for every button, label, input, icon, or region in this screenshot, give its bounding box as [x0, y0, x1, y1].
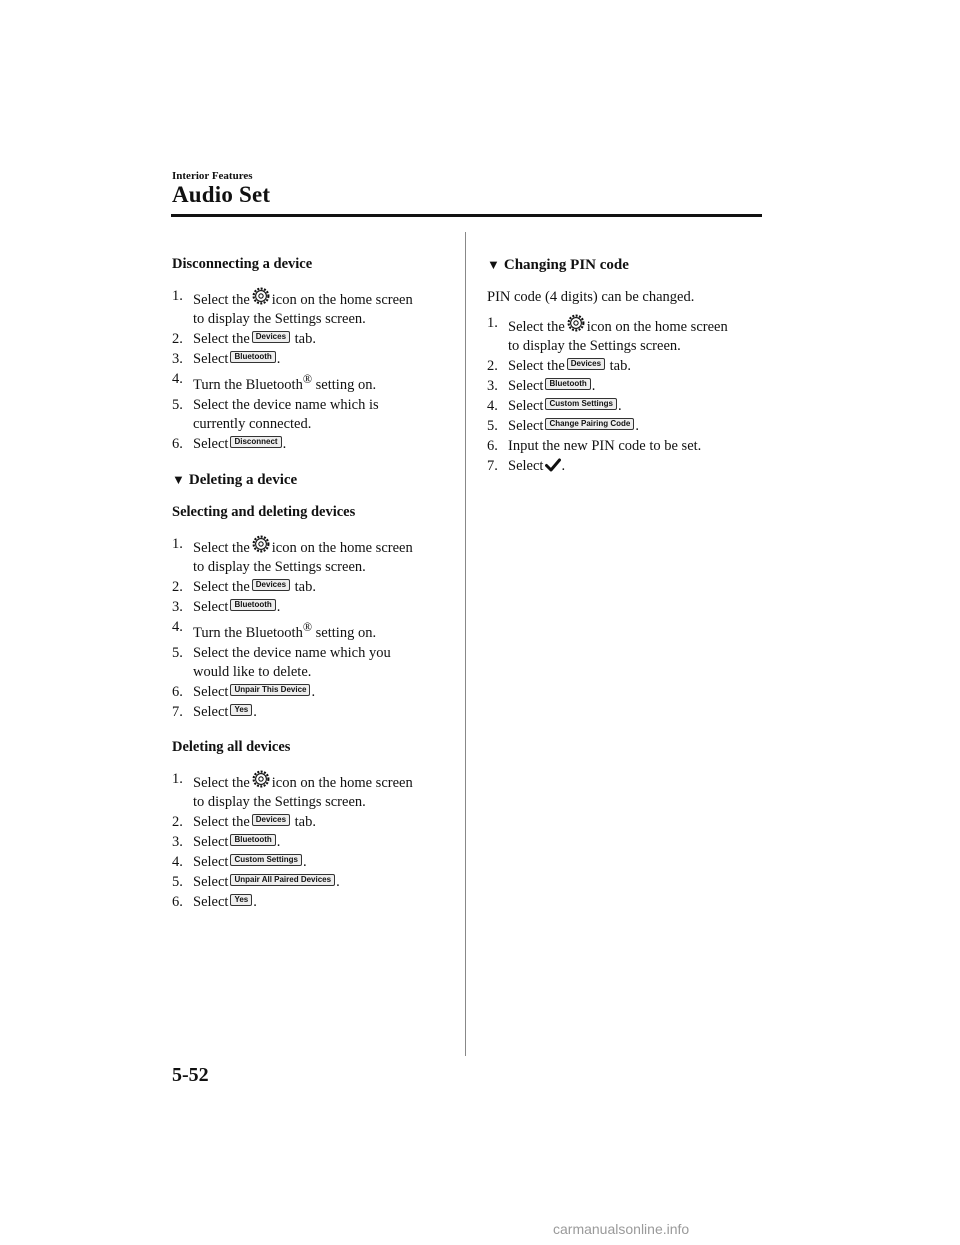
- step-number: 3.: [487, 378, 498, 394]
- step-text: tab.: [294, 813, 316, 830]
- devices-button: Devices: [567, 358, 605, 370]
- change-pairing-code-button: Change Pairing Code: [545, 418, 634, 430]
- step-text: .: [561, 458, 566, 474]
- step-text: Select: [193, 435, 229, 452]
- step-number: 2.: [487, 358, 498, 374]
- step-text: Select the: [193, 578, 250, 595]
- gear-icon: [252, 287, 270, 305]
- list-item: [487, 437, 769, 456]
- step-text: Select the: [193, 331, 250, 347]
- title-rule: [171, 214, 762, 217]
- step-number: 6.: [172, 435, 183, 452]
- step-text: Select: [508, 418, 544, 434]
- step-text: tab.: [294, 331, 316, 347]
- step-text: Select the device name which you: [193, 644, 391, 661]
- custom-settings-button: Custom Settings: [230, 854, 302, 866]
- triangle-down-icon: ▼: [487, 257, 500, 272]
- step-text: tab.: [294, 578, 316, 595]
- page-number: 5-52: [172, 1064, 209, 1086]
- list-item: [172, 683, 454, 702]
- step-text: Select: [193, 703, 229, 720]
- step-text: Select: [193, 683, 229, 700]
- disconnecting-steps: [172, 287, 454, 454]
- bluetooth-button: Bluetooth: [230, 599, 275, 611]
- step-number: 3.: [172, 351, 183, 367]
- step-number: 2.: [172, 331, 183, 347]
- step-text: icon on the home screen: [271, 292, 413, 308]
- step-text: to display the Settings screen.: [193, 558, 366, 575]
- step-number: 3.: [172, 833, 183, 850]
- step-text: .: [253, 893, 257, 910]
- disconnect-button: Disconnect: [230, 436, 281, 448]
- step-text: icon on the home screen: [271, 539, 413, 556]
- step-text: Select: [508, 398, 544, 414]
- deleting-device-heading: [172, 470, 454, 490]
- step-number: 4.: [487, 398, 498, 414]
- step-number: 3.: [172, 598, 183, 615]
- list-item: [487, 377, 769, 396]
- step-text: currently connected.: [193, 415, 312, 432]
- step-text: .: [591, 378, 596, 394]
- devices-button: Devices: [252, 331, 290, 343]
- step-text: Turn the Bluetooth: [193, 624, 303, 641]
- step-text: icon on the home screen: [271, 774, 413, 791]
- step-text: .: [635, 418, 639, 434]
- disconnecting-heading: Disconnecting a device: [172, 256, 313, 272]
- list-item: [172, 618, 454, 643]
- bluetooth-button: Bluetooth: [545, 378, 590, 390]
- list-item: [487, 397, 769, 416]
- step-text: Select the device name which is: [193, 396, 379, 413]
- unpair-this-device-button: Unpair This Device: [230, 684, 310, 696]
- triangle-down-icon: ▼: [172, 471, 185, 487]
- step-text: Select: [193, 893, 229, 910]
- step-text: to display the Settings screen.: [193, 793, 366, 810]
- heading-text: Deleting a device: [188, 471, 298, 488]
- step-number: 1.: [172, 770, 183, 787]
- list-item: [172, 833, 454, 852]
- step-text: .: [282, 435, 287, 452]
- step-number: 6.: [172, 683, 183, 700]
- step-text: Select the: [193, 292, 250, 308]
- step-number: 4.: [172, 853, 183, 870]
- list-item: [172, 370, 454, 395]
- heading-text: Changing PIN code: [503, 257, 629, 273]
- step-text: Select the: [193, 774, 250, 791]
- list-item: [172, 893, 454, 912]
- step-text: Select: [193, 873, 229, 890]
- list-item: [172, 813, 454, 832]
- step-number: 6.: [487, 438, 498, 454]
- pin-steps: [487, 314, 769, 476]
- step-text: would like to delete.: [193, 663, 312, 680]
- yes-button: Yes: [230, 704, 252, 716]
- step-text: Input the new PIN code to be set.: [508, 438, 702, 454]
- pin-intro: PIN code (4 digits) can be changed.: [487, 289, 695, 305]
- checkmark-icon: [545, 458, 561, 472]
- step-text: .: [276, 351, 281, 367]
- deleting-all-heading: Deleting all devices: [172, 738, 291, 755]
- step-text: Select: [193, 853, 229, 870]
- step-text: .: [253, 703, 257, 720]
- list-item: [172, 396, 454, 434]
- section-label: Interior Features: [172, 170, 253, 182]
- step-text: Turn the Bluetooth: [193, 376, 303, 393]
- step-number: 1.: [487, 315, 498, 331]
- registered-mark: ®: [302, 619, 313, 634]
- devices-button: Devices: [252, 814, 290, 826]
- page-title: Audio Set: [172, 182, 271, 207]
- step-number: 6.: [172, 893, 183, 910]
- step-text: Select: [193, 833, 229, 850]
- right-column: [487, 255, 769, 492]
- step-text: .: [618, 398, 622, 414]
- step-number: 4.: [172, 371, 183, 387]
- step-text: icon on the home screen: [586, 319, 728, 335]
- list-item: [487, 357, 769, 376]
- list-item: [172, 770, 454, 812]
- step-text: Select: [193, 351, 229, 367]
- step-text: Select the: [508, 319, 565, 335]
- step-number: 4.: [172, 618, 183, 635]
- step-text: .: [276, 833, 281, 850]
- list-item: [172, 853, 454, 872]
- step-number: 5.: [172, 644, 183, 661]
- step-number: 5.: [172, 396, 183, 413]
- step-number: 2.: [172, 813, 183, 830]
- step-text: setting on.: [315, 376, 377, 393]
- step-text: .: [276, 598, 281, 615]
- gear-icon: [567, 314, 585, 332]
- step-text: .: [303, 853, 307, 870]
- step-text: to display the Settings screen.: [193, 311, 366, 327]
- list-item: [487, 314, 769, 356]
- custom-settings-button: Custom Settings: [545, 398, 617, 410]
- step-number: 1.: [172, 288, 183, 304]
- step-text: .: [336, 873, 340, 890]
- column-divider: [465, 232, 466, 1056]
- step-number: 1.: [172, 535, 183, 552]
- step-text: Select the: [193, 813, 250, 830]
- list-item: [172, 578, 454, 597]
- list-item: [172, 644, 454, 682]
- deleting-all-steps: [172, 770, 454, 912]
- step-text: tab.: [609, 358, 631, 374]
- step-text: Select: [193, 598, 229, 615]
- step-text: Select: [508, 378, 544, 394]
- step-number: 7.: [172, 703, 183, 720]
- list-item: [172, 287, 454, 329]
- list-item: [172, 330, 454, 349]
- step-text: to display the Settings screen.: [508, 338, 681, 354]
- list-item: [172, 350, 454, 369]
- gear-icon: [252, 770, 270, 788]
- list-item: [172, 435, 454, 454]
- list-item: [172, 598, 454, 617]
- selecting-deleting-heading: Selecting and deleting devices: [172, 503, 356, 520]
- step-number: 2.: [172, 578, 183, 595]
- step-number: 5.: [172, 873, 183, 890]
- devices-button: Devices: [252, 579, 290, 591]
- unpair-all-button: Unpair All Paired Devices: [230, 874, 335, 886]
- step-text: Select the: [193, 539, 250, 556]
- step-number: 5.: [487, 418, 498, 434]
- step-text: Select the: [508, 358, 565, 374]
- gear-icon: [252, 535, 270, 553]
- changing-pin-heading: [487, 255, 769, 275]
- step-number: 7.: [487, 458, 498, 474]
- list-item: [172, 873, 454, 892]
- list-item: [487, 417, 769, 436]
- left-column: [172, 255, 454, 928]
- bluetooth-button: Bluetooth: [230, 834, 275, 846]
- step-text: setting on.: [315, 624, 377, 641]
- step-text: .: [311, 683, 316, 700]
- list-item: [172, 535, 454, 577]
- list-item: [487, 457, 769, 476]
- footer-watermark: carmanualsonline.info: [553, 1221, 690, 1237]
- step-text: Select: [508, 458, 544, 474]
- registered-mark: ®: [302, 372, 313, 386]
- list-item: [172, 703, 454, 722]
- deleting-steps: [172, 535, 454, 722]
- bluetooth-button: Bluetooth: [230, 351, 275, 363]
- yes-button: Yes: [230, 894, 252, 906]
